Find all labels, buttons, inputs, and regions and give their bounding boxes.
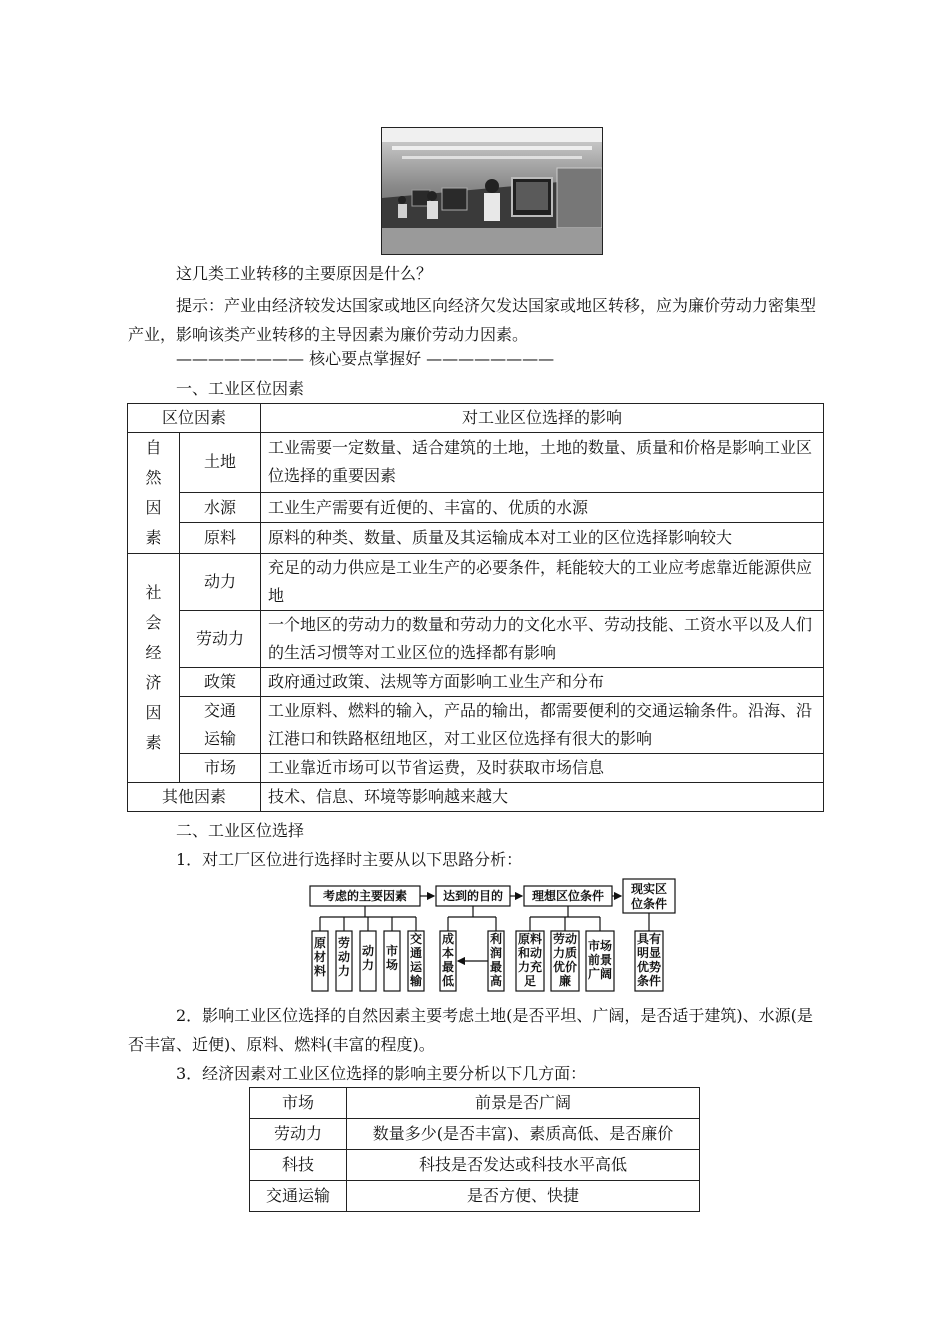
table-row (128, 554, 824, 611)
diagram-sub-line: 力充 (517, 960, 543, 974)
factor-cell: 市场 (250, 1088, 347, 1119)
factor-cell: 政策 (179, 668, 260, 697)
effect-cell: 工业靠近市场可以节省运费，及时获取市场信息 (261, 754, 824, 783)
factor-cell: 其他因素 (128, 783, 261, 812)
diagram-sub-line: 条件 (636, 974, 662, 988)
economic-factors-table (249, 1087, 700, 1212)
aspect-cell: 是否方便、快捷 (347, 1181, 700, 1212)
factor-line: 交通 (203, 701, 236, 720)
group-char: 素 (145, 528, 162, 547)
group-social-economic-factors (128, 554, 180, 783)
diagram-sub-char: 场 (385, 958, 399, 972)
aspect-cell: 数量多少(是否丰富)、素质高低、是否廉价 (347, 1119, 700, 1150)
diagram-sub-char: 输 (409, 974, 423, 988)
diagram-sub-line: 明显 (636, 946, 662, 960)
group-natural-factors (128, 433, 180, 554)
diagram-sub-line: 劳动 (552, 932, 578, 946)
factor-cell: 交通运输 (250, 1181, 347, 1212)
aspect-cell: 科技是否发达或科技水平高低 (347, 1150, 700, 1181)
table-header-cell: 对工业区位选择的影响 (261, 404, 824, 433)
group-char: 因 (145, 703, 162, 722)
diagram-sub-char: 动 (361, 944, 375, 958)
diagram-sub-line: 足 (523, 974, 537, 988)
effect-cell: 技术、信息、环境等影响越来越大 (261, 783, 824, 812)
diagram-sub-char: 运 (409, 960, 423, 974)
table-row (128, 492, 824, 523)
point-1: 1．对工厂区位进行选择时主要从以下思路分析： (176, 850, 523, 869)
location-factors-table (127, 403, 824, 812)
factor-cell: 原料 (179, 523, 260, 554)
diagram-sub-char: 成 (441, 932, 455, 946)
diagram-sub-char: 通 (409, 946, 423, 960)
table-row (128, 523, 824, 554)
heading-location-factors: 一、工业区位因素 (176, 379, 305, 398)
group-char: 会 (145, 613, 162, 632)
location-analysis-diagram (308, 877, 678, 997)
factor-cell: 动力 (179, 554, 260, 611)
diagram-sub-line: 前景 (587, 953, 613, 967)
group-char: 然 (145, 468, 162, 487)
factor-cell: 劳动力 (250, 1119, 347, 1150)
diagram-sub-line: 原料 (517, 932, 543, 946)
effect-cell: 充足的动力供应是工业生产的必要条件，耗能较大的工业应考虑靠近能源供应地 (261, 554, 824, 611)
effect-cell: 工业生产需要有近便的、丰富的、优质的水源 (261, 492, 824, 523)
factory-photo (381, 127, 603, 255)
diagram-label-main-factors: 考虑的主要因素 (322, 889, 408, 903)
table-row (250, 1088, 700, 1119)
diagram-label-ideal: 理想区位条件 (531, 889, 605, 903)
diagram-sub-char: 市 (385, 944, 399, 958)
table-row (250, 1150, 700, 1181)
group-char: 济 (145, 673, 162, 692)
diagram-sub-char: 最 (489, 960, 503, 974)
effect-cell: 一个地区的劳动力的数量和劳动力的文化水平、劳动技能、工资水平以及人们的生活习惯等对工业区位的选择都有影响 (261, 611, 824, 668)
diagram-sub-char: 低 (441, 974, 455, 988)
diagram-label-real-line: 位条件 (630, 897, 668, 911)
diagram-sub-line: 廉 (558, 974, 572, 988)
effect-cell: 工业原料、燃料的输入，产品的输出，都需要便利的交通运输条件。沿海、沿江港口和铁路枢纽地区，对工业区位选择有很大的影响 (261, 697, 824, 754)
diagram-sub-char: 交 (409, 932, 423, 946)
section-banner: ———————— 核心要点掌握好 ———————— (176, 349, 555, 368)
diagram-sub-char: 力 (361, 958, 375, 972)
table-row (128, 697, 824, 754)
group-char: 自 (145, 438, 162, 457)
factor-cell: 水源 (179, 492, 260, 523)
table-row (250, 1119, 700, 1150)
diagram-sub-char: 力 (337, 964, 351, 978)
diagram-sub-line: 优势 (636, 960, 662, 974)
diagram-sub-char: 最 (441, 960, 455, 974)
table-row (128, 611, 824, 668)
diagram-sub-line: 力质 (552, 946, 578, 960)
diagram-sub-char: 利 (489, 932, 503, 946)
factor-cell: 土地 (179, 433, 260, 493)
table-header-row (128, 404, 824, 433)
diagram-sub-line: 市场 (587, 939, 613, 953)
diagram-sub-char: 原 (313, 936, 327, 950)
table-row (128, 668, 824, 697)
heading-location-choice: 二、工业区位选择 (176, 821, 305, 840)
diagram-sub-line: 广阔 (587, 967, 613, 981)
diagram-sub-char: 润 (489, 946, 503, 960)
point-2: 2．影响工业区位选择的自然因素主要考虑土地(是否平坦、广阔，是否适于建筑)、水源(是否丰富、近便)、原料、燃料(丰富的程度)。 (128, 1006, 813, 1054)
table-header-cell: 区位因素 (128, 404, 261, 433)
table-row (128, 783, 824, 812)
factor-cell (179, 697, 260, 754)
diagram-sub-char: 本 (441, 946, 455, 960)
factor-line: 运输 (203, 729, 236, 748)
factor-cell: 劳动力 (179, 611, 260, 668)
hint-text: 提示：产业由经济较发达国家或地区向经济欠发达国家或地区转移，应为廉价劳动力密集型产业，影响该类产业转移的主导因素为廉价劳动力因素。 (128, 296, 817, 344)
table-row (128, 433, 824, 493)
group-char: 经 (145, 643, 162, 662)
group-char: 素 (145, 733, 162, 752)
point-3: 3．经济因素对工业区位选择的影响主要分析以下几方面： (176, 1064, 587, 1083)
group-char: 社 (145, 583, 162, 602)
factor-cell: 市场 (179, 754, 260, 783)
diagram-sub-char: 材 (313, 950, 327, 964)
effect-cell: 原料的种类、数量、质量及其运输成本对工业的区位选择影响较大 (261, 523, 824, 554)
diagram-sub-line: 具有 (636, 932, 662, 946)
effect-cell: 政府通过政策、法规等方面影响工业生产和分布 (261, 668, 824, 697)
effect-cell: 工业需要一定数量、适合建筑的土地，土地的数量、质量和价格是影响工业区位选择的重要因素 (261, 433, 824, 493)
diagram-label-goal: 达到的目的 (442, 889, 504, 903)
diagram-sub-char: 劳 (337, 936, 351, 950)
factory-photo-image (382, 128, 603, 255)
table-row (128, 754, 824, 783)
aspect-cell: 前景是否广阔 (347, 1088, 700, 1119)
diagram-sub-char: 高 (489, 974, 503, 988)
diagram-sub-line: 和动 (517, 946, 543, 960)
factor-cell: 科技 (250, 1150, 347, 1181)
diagram-sub-line: 优价 (552, 960, 578, 974)
diagram-label-real-line: 现实区 (630, 882, 668, 896)
diagram-sub-char: 动 (337, 950, 351, 964)
table-row (250, 1181, 700, 1212)
diagram-svg (308, 877, 678, 997)
diagram-sub-char: 料 (313, 964, 327, 978)
group-char: 因 (145, 498, 162, 517)
question-text: 这几类工业转移的主要原因是什么？ (176, 264, 433, 283)
